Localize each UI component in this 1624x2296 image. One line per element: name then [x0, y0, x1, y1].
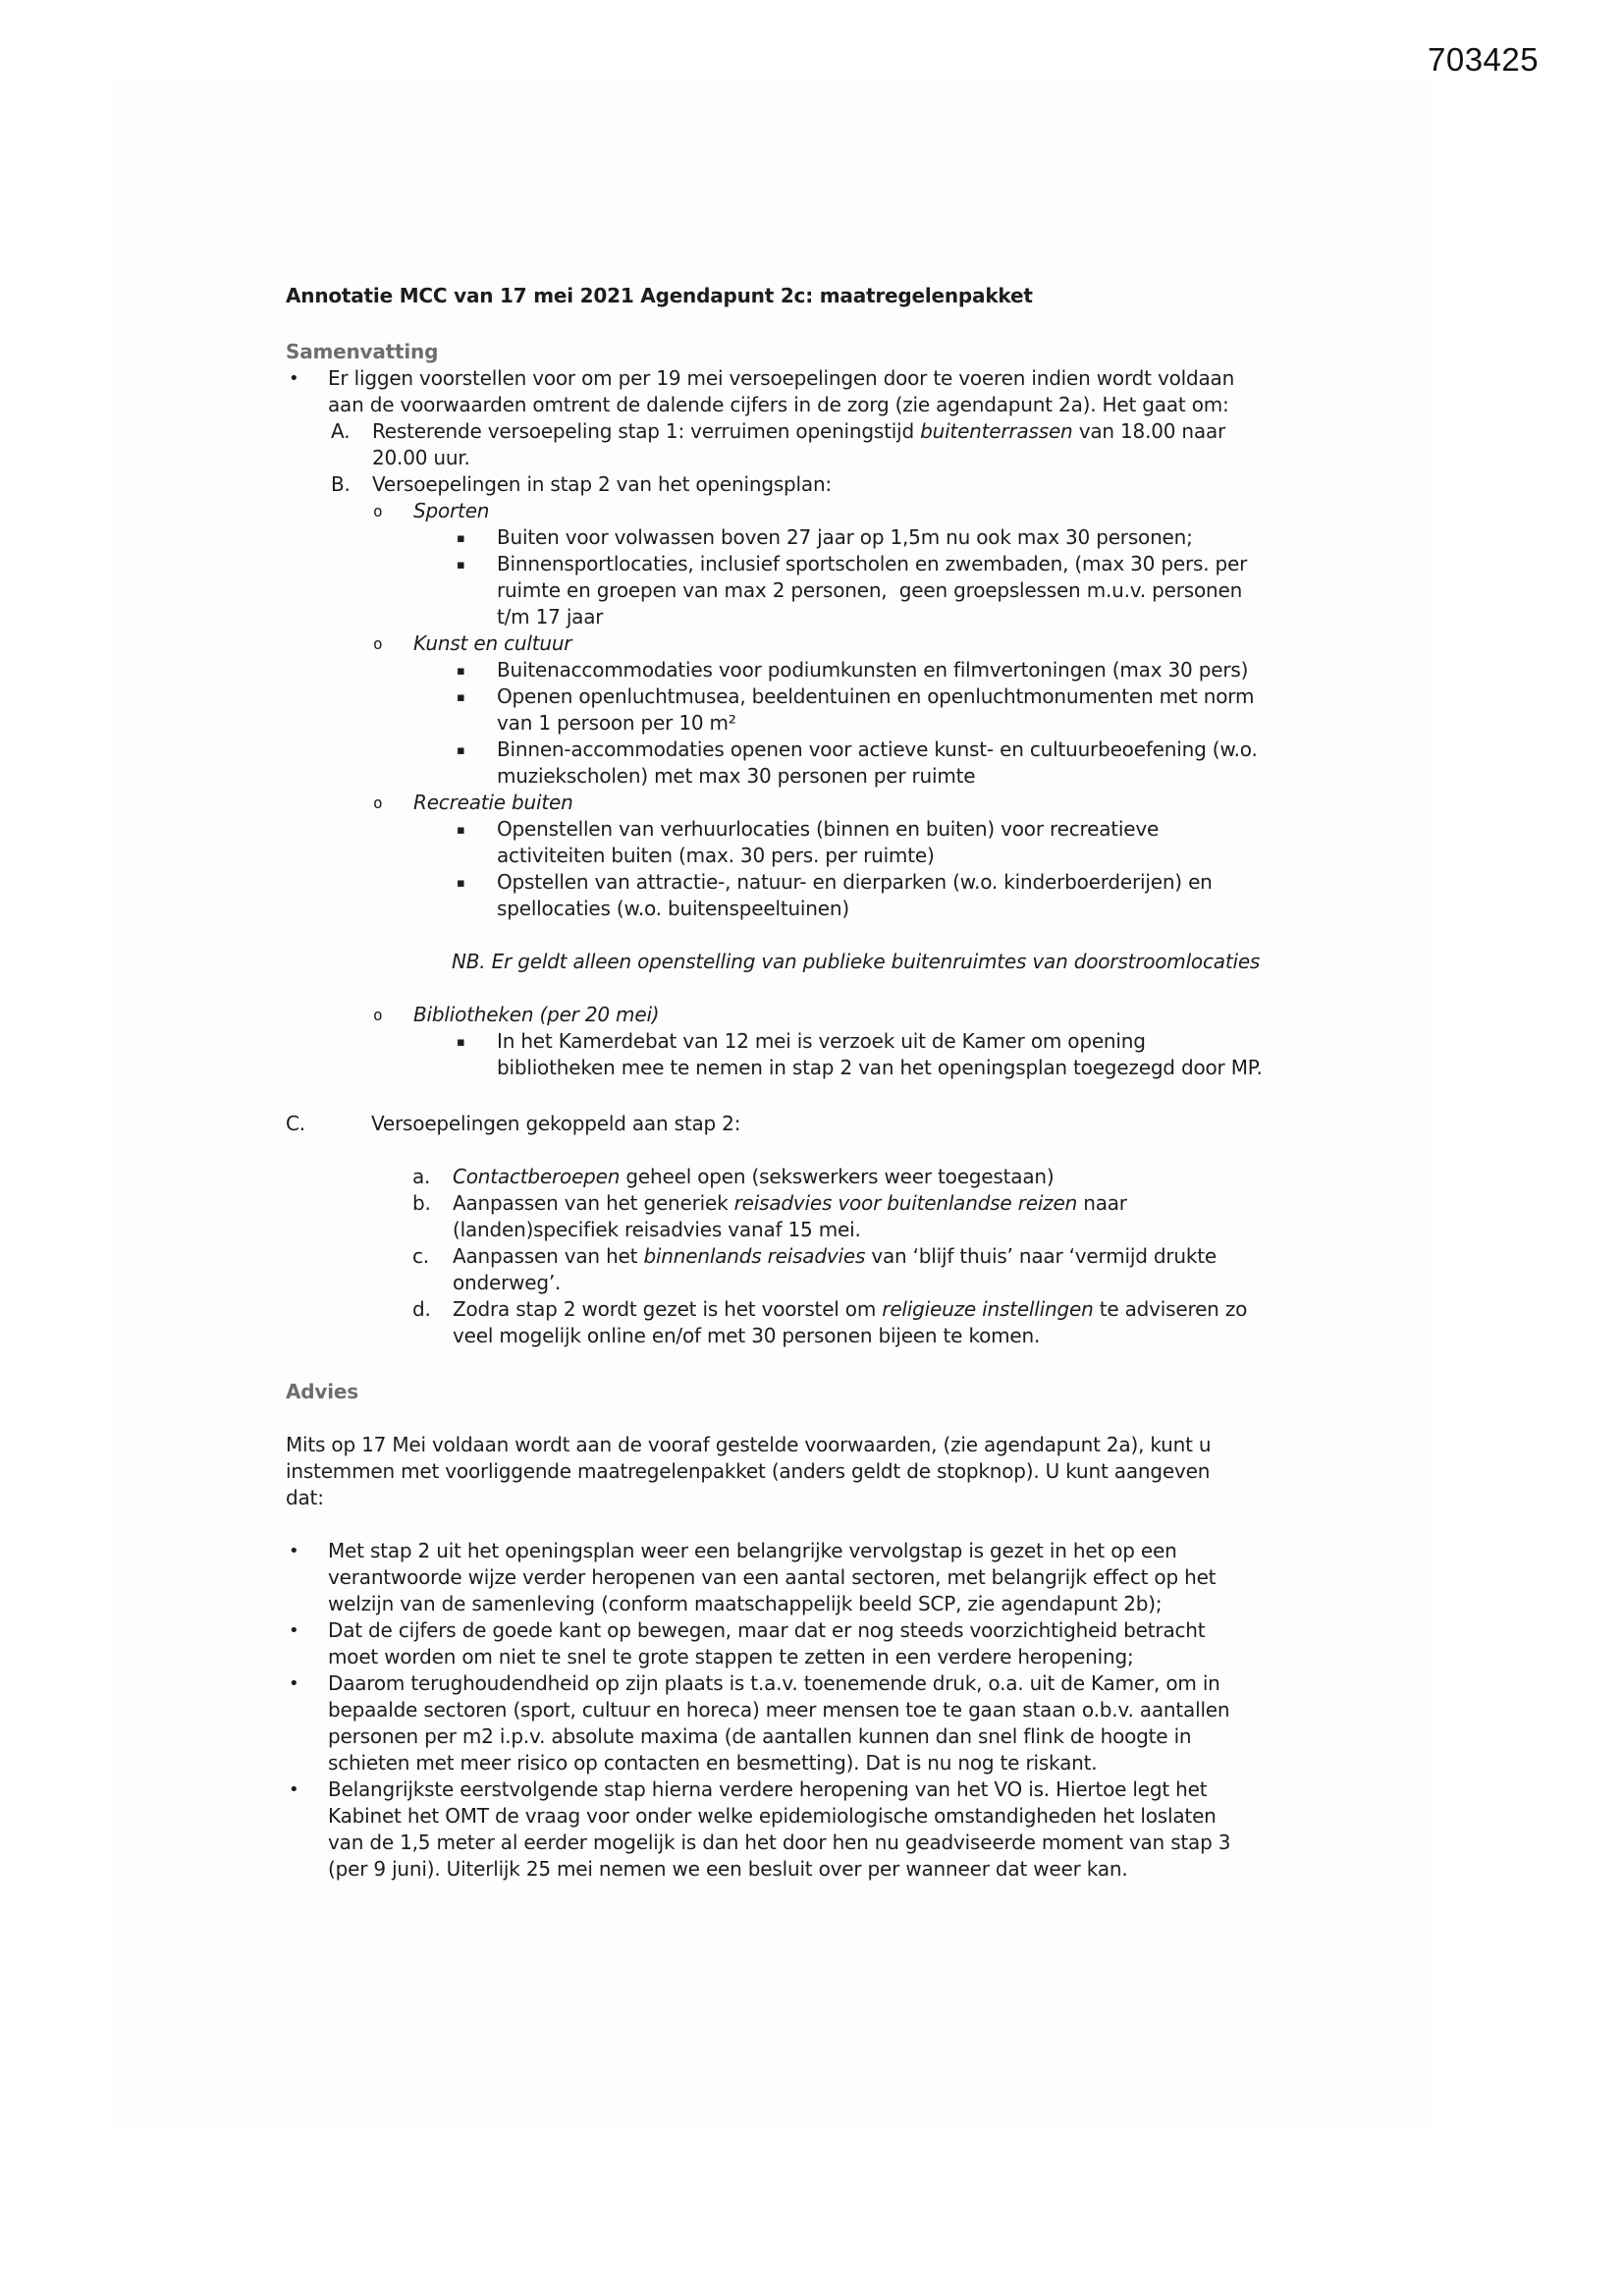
text-segment: instemmen met voorliggende maatregelenpakket (anders geldt de stopknop). U kunt aangeven: [286, 1459, 1211, 1483]
list-item-bullet: [286, 1777, 1405, 1883]
text-segment: van 18.00 naar: [1072, 419, 1226, 443]
text-segment: Buitenaccommodaties voor podiumkunsten en filmvertoningen (max 30 pers): [497, 658, 1249, 682]
text-segment: Kabinet het OMT de vraag voor onder welke epidemiologische omstandigheden het loslaten: [328, 1804, 1217, 1828]
spacer: [286, 1081, 1405, 1111]
spacer: [286, 1405, 1405, 1432]
list-item-circle: [286, 1002, 1405, 1028]
text-segment: Met stap 2 uit het openingsplan weer een belangrijke vervolgstap is gezet in het op een: [328, 1539, 1177, 1562]
spacer: [286, 922, 1405, 949]
text-segment: Mits op 17 Mei voldaan wordt aan de vooraf gestelde voorwaarden, (zie agendapunt 2a), kunt u: [286, 1433, 1212, 1456]
text-segment: onderweg’.: [453, 1271, 562, 1294]
text-segment: Binnensportlocaties, inclusief sportscholen en zwembaden, (max 30 pers. per: [497, 552, 1248, 575]
list-item-c: [286, 1111, 1405, 1137]
text-segment: spellocaties (w.o. buitenspeeltuinen): [497, 897, 849, 920]
list-marker: ▪: [457, 876, 465, 891]
text-segment: veel mogelijk online en/of met 30 personen bijeen te komen.: [453, 1324, 1041, 1347]
list-marker: ▪: [457, 823, 465, 838]
text-segment: Kunst en cultuur: [413, 631, 572, 655]
text-segment: Binnen-accommodaties openen voor actieve kunst- en cultuurbeoefening (w.o.: [497, 738, 1258, 761]
list-item-square: [286, 524, 1405, 551]
list-marker: ▪: [457, 1035, 465, 1050]
text-segment: verantwoorde wijze verder heropenen van een aantal sectoren, met belangrijk effect op het: [328, 1565, 1217, 1589]
list-marker: a.: [412, 1165, 431, 1188]
text-segment: reisadvies voor buitenlandse reizen: [733, 1191, 1078, 1215]
list-item-bullet: [286, 365, 1405, 418]
text-segment: buitenterrassen: [920, 419, 1073, 443]
text-segment: Opstellen van attractie-, natuur- en dierparken (w.o. kinderboerderijen) en: [497, 870, 1213, 894]
text-segment: van 1 persoon per 10 m²: [497, 711, 736, 735]
section-heading-samenvatting: [286, 339, 1405, 365]
text-segment: geheel open (sekswerkers weer toegestaan): [620, 1165, 1055, 1188]
list-item-bullet: [286, 1670, 1405, 1777]
list-marker: ▪: [457, 531, 465, 546]
text-segment: Versoepelingen in stap 2 van het openingsplan:: [372, 472, 832, 496]
text-segment: Bibliotheken (per 20 mei): [413, 1003, 660, 1026]
text-segment: schieten met meer risico op contacten en besmetting). Dat is nu nog te riskant.: [328, 1751, 1098, 1775]
list-marker: d.: [412, 1297, 431, 1321]
list-marker: •: [289, 1620, 299, 1641]
text-segment: personen per m2 i.p.v. absolute maxima (de aantallen kunnen dan snel flink de hoogte in: [328, 1724, 1192, 1748]
list-item-abc: [286, 1243, 1405, 1296]
text-segment: moet worden om niet te snel te grote stappen te zetten in een verdere heropening;: [328, 1645, 1134, 1668]
text-segment: Aanpassen van het generiek: [453, 1191, 734, 1215]
list-marker: •: [289, 1779, 299, 1800]
text-segment: NB. Er geldt alleen openstelling van publieke buitenruimtes van doorstroomlocaties: [452, 950, 1261, 973]
list-item-square: [286, 657, 1405, 683]
spacer: [286, 1137, 1405, 1164]
list-item-square: [286, 816, 1405, 869]
text-segment: Contactberoepen: [453, 1165, 621, 1188]
spacer: [286, 1511, 1405, 1538]
list-marker: •: [289, 1673, 299, 1694]
text-segment: Buiten voor volwassen boven 27 jaar op 1,5m nu ook max 30 personen;: [497, 525, 1193, 549]
list-item-alpha: [286, 418, 1405, 471]
text-segment: binnenlands reisadvies: [643, 1244, 866, 1268]
list-marker: •: [289, 368, 299, 389]
list-marker: ▪: [457, 690, 465, 705]
list-marker: ▪: [457, 558, 465, 573]
text-segment: In het Kamerdebat van 12 mei is verzoek uit de Kamer om opening: [497, 1029, 1146, 1053]
list-item-square: [286, 869, 1405, 922]
text-segment: religieuze instellingen: [882, 1297, 1094, 1321]
text-segment: (landen)specifiek reisadvies vanaf 15 mei.: [453, 1218, 861, 1241]
text-segment: Dat de cijfers de goede kant op bewegen, maar dat er nog steeds voorzichtigheid betracht: [328, 1618, 1206, 1642]
list-item-abc: [286, 1190, 1405, 1243]
list-item-circle: [286, 790, 1405, 816]
text-segment: Openen openluchtmusea, beeldentuinen en openluchtmonumenten met norm: [497, 684, 1255, 708]
text-segment: te adviseren zo: [1093, 1297, 1248, 1321]
text-segment: van ‘blijf thuis’ naar ‘vermijd drukte: [865, 1244, 1217, 1268]
text-segment: ruimte en groepen van max 2 personen, geen groepslessen m.u.v. personen: [497, 578, 1243, 602]
text-segment: Recreatie buiten: [413, 791, 573, 814]
list-marker: •: [289, 1541, 299, 1561]
list-item-abc: [286, 1296, 1405, 1349]
list-item-circle: [286, 630, 1405, 657]
spacer: [286, 1349, 1405, 1379]
text-segment: activiteiten buiten (max. 30 pers. per ruimte): [497, 844, 935, 867]
list-item-abc: [286, 1164, 1405, 1190]
text-segment: 20.00 uur.: [372, 446, 470, 469]
text-segment: Er liggen voorstellen voor om per 19 mei versoepelingen door te voeren indien wordt voldaan: [328, 366, 1235, 390]
list-marker: A.: [331, 419, 351, 443]
list-marker: c.: [412, 1244, 429, 1268]
text-segment: bepaalde sectoren (sport, cultuur en horeca) meer mensen toe te gaan staan o.b.v. aantallen: [328, 1698, 1230, 1722]
document-title: [286, 283, 1405, 309]
nb-note: [286, 949, 1405, 975]
list-marker: o: [373, 793, 383, 812]
list-marker: b.: [412, 1191, 431, 1215]
text-segment: Belangrijkste eerstvolgende stap hierna verdere heropening van het VO is. Hiertoe legt het: [328, 1777, 1208, 1801]
spacer: [286, 975, 1405, 1002]
list-item-circle: [286, 498, 1405, 524]
text-segment: Annotatie MCC van 17 mei 2021 Agendapunt 2c: maatregelenpakket: [286, 284, 1033, 307]
list-item-square: [286, 551, 1405, 630]
text-segment: Zodra stap 2 wordt gezet is het voorstel om: [453, 1297, 883, 1321]
list-item-bullet: [286, 1617, 1405, 1670]
text-segment: t/m 17 jaar: [497, 605, 604, 629]
spacer: [286, 309, 1405, 339]
document-content: [286, 283, 1405, 1883]
list-item-alpha: [286, 471, 1405, 498]
list-item-square: [286, 683, 1405, 737]
text-segment: Daarom terughoudendheid op zijn plaats is t.a.v. toenemende druk, o.a. uit de Kamer, om in: [328, 1671, 1220, 1695]
list-item-square: [286, 737, 1405, 790]
list-marker: o: [373, 1006, 383, 1024]
text-segment: bibliotheken mee te nemen in stap 2 van het openingsplan toegezegd door MP.: [497, 1056, 1263, 1079]
section-heading-advies: [286, 1379, 1405, 1405]
list-item-square: [286, 1028, 1405, 1081]
text-segment: Resterende versoepeling stap 1: verruimen openingstijd: [372, 419, 921, 443]
list-marker: C.: [286, 1112, 305, 1135]
text-segment: welzijn van de samenleving (conform maatschappelijk beeld SCP, zie agendapunt 2b);: [328, 1592, 1163, 1615]
list-marker: B.: [331, 472, 351, 496]
text-segment: Openstellen van verhuurlocaties (binnen en buiten) voor recreatieve: [497, 817, 1160, 841]
text-segment: Aanpassen van het: [453, 1244, 644, 1268]
text-segment: (per 9 juni). Uiterlijk 25 mei nemen we een besluit over per wanneer dat weer kan.: [328, 1857, 1128, 1881]
text-segment: dat:: [286, 1486, 324, 1509]
list-marker: o: [373, 502, 383, 520]
paragraph: [286, 1432, 1405, 1511]
text-segment: Advies: [286, 1380, 358, 1403]
text-segment: naar: [1077, 1191, 1127, 1215]
list-marker: ▪: [457, 743, 465, 758]
text-segment: Versoepelingen gekoppeld aan stap 2:: [371, 1112, 741, 1135]
list-item-bullet: [286, 1538, 1405, 1617]
text-segment: Sporten: [413, 499, 490, 522]
text-segment: van de 1,5 meter al eerder mogelijk is dan het door hen nu geadviseerde moment van stap 3: [328, 1831, 1231, 1854]
list-marker: ▪: [457, 664, 465, 679]
document-number: 703425: [1428, 41, 1540, 78]
text-segment: aan de voorwaarden omtrent de dalende cijfers in de zorg (zie agendapunt 2a). Het gaat om:: [328, 393, 1229, 416]
list-marker: o: [373, 634, 383, 653]
text-segment: muziekscholen) met max 30 personen per ruimte: [497, 764, 976, 788]
text-segment: Samenvatting: [286, 340, 439, 363]
